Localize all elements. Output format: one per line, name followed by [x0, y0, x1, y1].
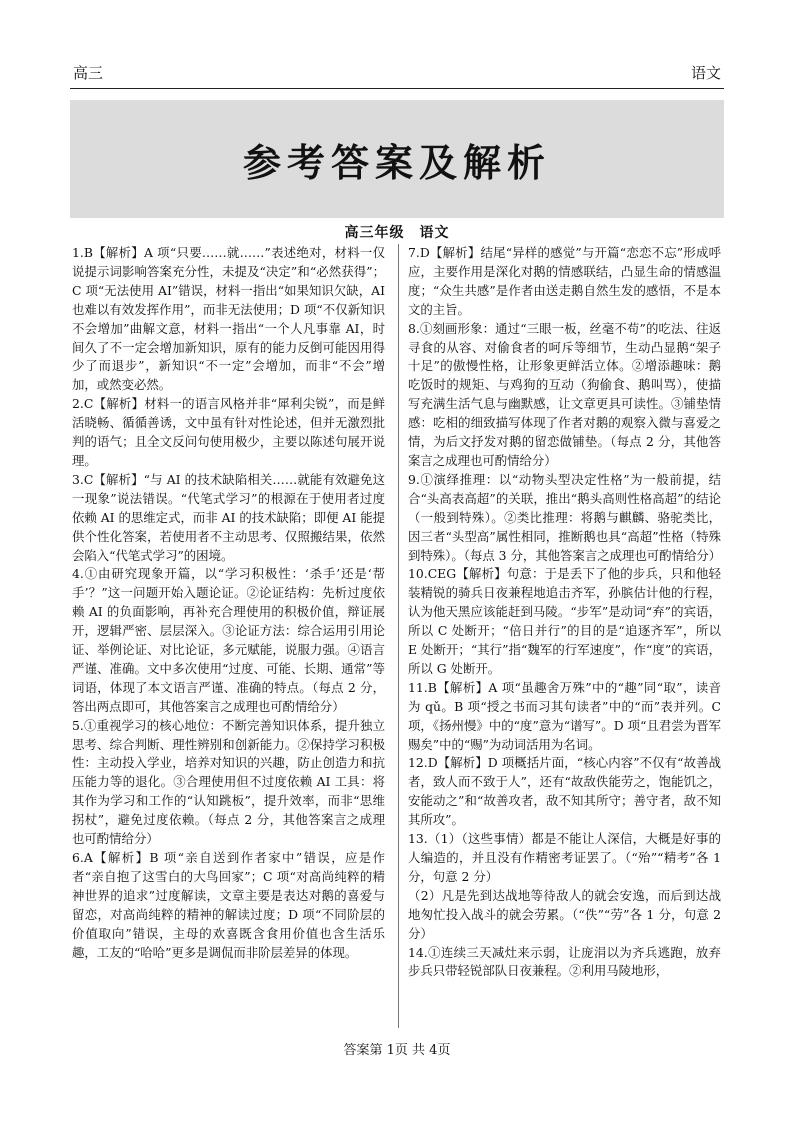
answer-8: 8.①刻画形象：通过“三眼一板，丝毫不苟”的吃法、往返寻食的从容、对偷食者的呵斥等细节，生动凸显鹅“架子十足”的傲慢性格，让形象更鲜活立体。②增添趣味：鹅吃饭时的规矩、与鸡狗的互动（狗偷食、鹅叫骂），使描写充满生活气息与幽默感，让文章更具可读性。③铺垫情感：吃相的细致描写体现了作者对鹅的观察入微与喜爱之情，为后文抒发对鹅的留恋做铺垫。（每点 2 分，其他答案言之成理也可酌情给分） [408, 320, 721, 468]
answer-10: 10.CEG【解析】句意：于是丢下了他的步兵，只和他轻装精锐的骑兵日夜兼程地追击齐军，孙膑估计他的行程，认为他天黑应该能赶到马陵。“步军”是动词“弃”的宾语，所以 C 处断开；“倍日并行”的目的是“追逐齐军”，所以 E 处断开；“其行”指“魏军的行军速度”，作“度”的宾语，所以 G 处断开。 [408, 566, 721, 676]
left-column [72, 244, 385, 1030]
answer-14: 14.①连续三天减灶来示弱，让庞涓以为齐兵逃跑，放弃步兵只带轻锐部队日夜兼程。②利用马陵地形， [408, 944, 721, 979]
answer-5: 5.①重视学习的核心地位：不断完善知识体系，提升独立思考、综合判断、理性辨别和创新能力。②保持学习积极性：主动投入学业，培养对知识的兴趣，防止创造力和抗压能力等的退化。③合理使用但不过度依赖 AI 工具：将其作为学习和工作的“认知跳板”，提升效率，而非“思维拐杖”，避免过度依赖。（每点 2 分，其他答案言之成理也可酌情给分） [72, 717, 385, 847]
header-subject: 语文 [690, 64, 721, 82]
right-column [408, 244, 721, 1030]
answer-11: 11.B【解析】A 项“虽趣舍万殊”中的“趣”同“取”，读音为 qǔ。B 项“授之书而习其句读者”中的“而”表并列。C 项，《扬州慢》中的“度”意为“谱写”。D 项“且君尝为晋军赐矣”中的“赐”为动词活用为名词。 [408, 679, 721, 752]
answer-7: 7.D【解析】结尾“异样的感觉”与开篇“恋恋不忘”形成呼应，主要作用是深化对鹅的情感联结，凸显生命的情感温度；“众生共感”是作者由送走鹅自然生发的感悟，不是本文的主旨。 [408, 245, 721, 317]
page-title: 参考答案及解析 [242, 139, 551, 185]
answer-2: 2.C【解析】材料一的语言风格并非“犀利尖锐”，而是鲜活晓畅、循循善诱，文中虽有针对性论述，但并无激烈批判的语气；且全文反问句使用极少，主要以陈述句展开说理。 [72, 396, 385, 468]
answer-3: 3.C【解析】“与 AI 的技术缺陷相关……就能有效避免这一现象”说法错误。“代笔式学习”的根源在于使用者过度依赖 AI 的思维定式，而非 AI 的技术缺陷；即便 AI 能提供个性化答案，若使用者不主动思考、仅照搬结果，依然会陷入“代笔式学习”的困境。 [72, 471, 385, 563]
header-grade: 高三 [73, 64, 104, 82]
answer-12: 12.D【解析】D 项概括片面，“核心内容”不仅有“故善战者，致人而不致于人”，还有“故敌佚能劳之，饱能饥之，安能动之”和“故善攻者，敌不知其所守；善守者，敌不知其所攻”。 [408, 755, 721, 828]
answer-1: 1.B【解析】A 项“只要……就……”表述绝对，材料一仅说提示词影响答案充分性，未提及“决定”和“必然获得”；C 项“无法使用 AI”错误，材料一指出“如果知识欠缺，AI 也难以有效发挥作用”，而非无法使用；D 项“不仅新知识不会增加”曲解文意，材料一指出“一个人凡事靠 AI，时间久了不一定会增加新知识，原有的能力反倒可能因用得少了而退步”，新知识“不一定”会增加，而非“不会”增加，或然变必然。 [72, 245, 385, 393]
answer-13-part-1: 13.（1）（这些事情）都是不能让人深信，大概是好事的人编造的，并且没有作精密考证罢了。（“殆”“精考”各 1 分，句意 2 分） [408, 831, 721, 884]
answer-6: 6.A【解析】B 项“亲自送到作者家中”错误，应是作者“亲自抱了这雪白的大鸟回家”；C 项“对高尚纯粹的精神世界的追求”过度解读，文章主要是表达对鹅的喜爱与留恋，对高尚纯粹的精神的解读过度；D 项“不同阶层的价值取向”错误，主母的欢喜既含食用价值也含生活乐趣，工友的“哈哈”更多是调侃而非阶层差异的体现。 [72, 850, 385, 960]
answer-9: 9.①演绎推理：以“动物头型决定性格”为一般前提，结合“头高表高超”的关联，推出“鹅头高则性格高超”的结论（一般到特殊）。②类比推理：将鹅与麒麟、骆驼类比，因三者“头型高”属性相同，推断鹅也具“高超”性格（特殊到特殊）。（每点 3 分，其他答案言之成理也可酌情给分） [408, 471, 721, 563]
title-banner [70, 100, 724, 218]
header-divider [70, 88, 724, 89]
page-footer: 答案第 1页 共 4页 [343, 1043, 451, 1058]
column-divider [398, 244, 399, 1028]
section-subtitle: 高三年级 语文 [344, 225, 450, 241]
answer-13-part-2: （2）凡是先到达战地等待敌人的就会安逸，而后到达战地匆忙投入战斗的就会劳累。（“佚”“劳”各 1 分，句意 2 分） [408, 887, 721, 941]
answer-4: 4.①由研究现象开篇，以“学习积极性：‘杀手’还是‘帮手’？”这一问题开始入题论证。②论证结构：先析过度依赖 AI 的负面影响，再补充合理使用的积极价值，辩证展开，逻辑严密、层层深入。③论证方法：综合运用引用论证、举例论证、对比论证，多元赋能，说服力强。④语言严谨、准确。文中多次使用“过度、可能、长期、通常”等词语，体现了本文语言严谨、准确的特点。（每点 2 分，答出两点即可，其他答案言之成理也可酌情给分） [72, 566, 385, 714]
